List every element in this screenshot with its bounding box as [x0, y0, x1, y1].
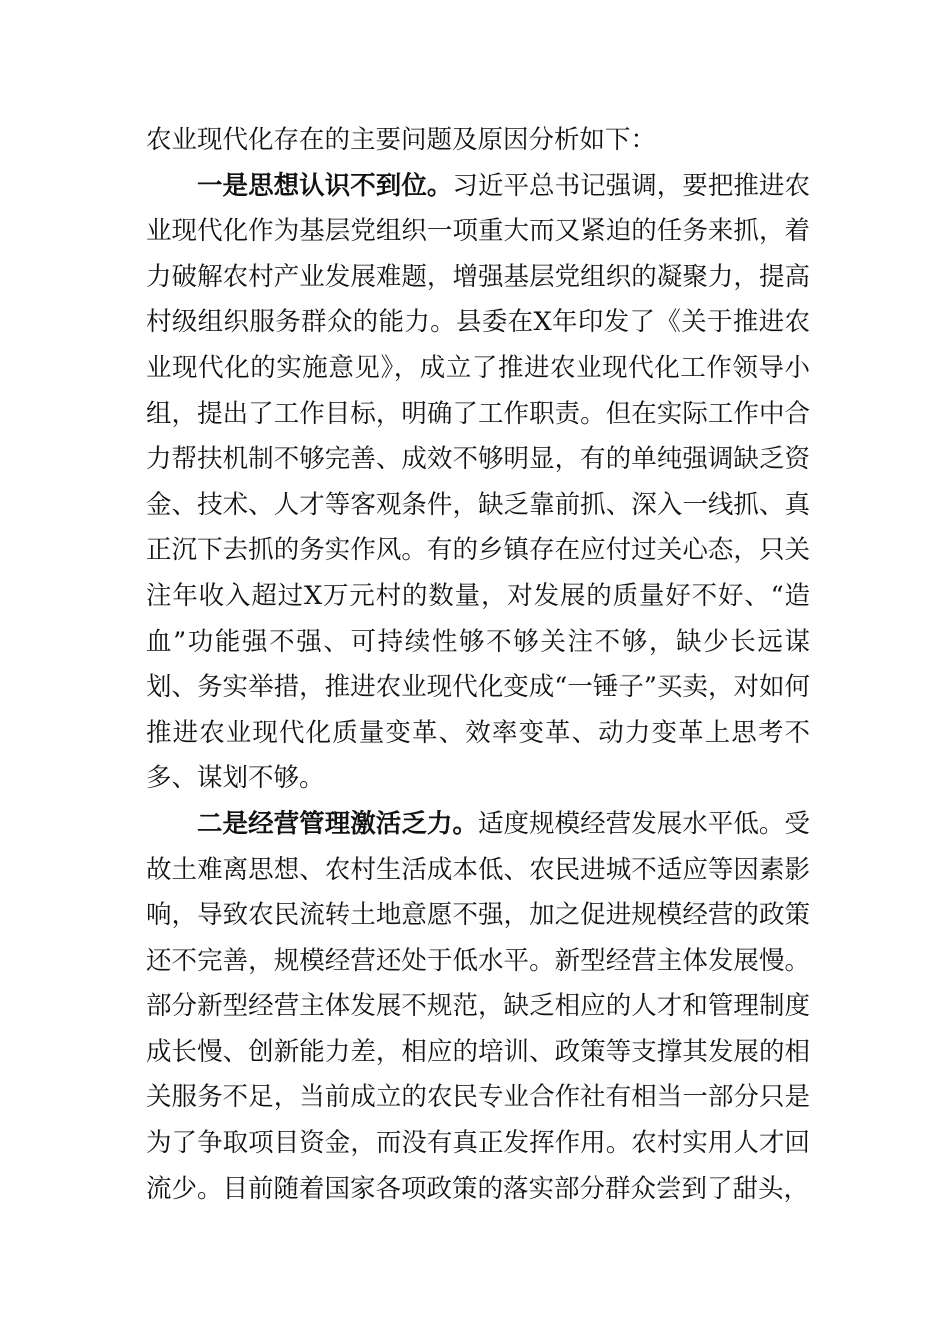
- intro-paragraph: 农业现代化存在的主要问题及原因分析如下：: [146, 125, 657, 155]
- section-heading-1: 一是思想认识不到位。: [197, 170, 453, 201]
- section-paragraph-2: [146, 802, 810, 1212]
- section-body-2: 适度规模经营发展水平低。受故土难离思想、农村生活成本低、农民进城不适应等因素影响，导致农民流转土地意愿不强，加之促进规模经营的政策还不完善，规模经营还处于低水平。新型经营主体发展慢。部分新型经营主体发展不规范，缺乏相应的人才和管理制度成长慢、创新能力差，相应的培训、政策等支撑其发展的相关服务不足，当前成立的农民专业合作社有相当一部分只是为了争取项目资金，而没有真正发挥作用。农村实用人才回流少。目前随着国家各项政策的落实部分群众尝到了甜头，: [146, 808, 810, 1204]
- document-body: [146, 118, 810, 1212]
- section-paragraph-1: [146, 164, 810, 802]
- section-body-1: 习近平总书记强调，要把推进农业现代化作为基层党组织一项重大而又紧迫的任务来抓，着力破解农村产业发展难题，增强基层党组织的凝聚力，提高村级组织服务群众的能力。县委在X年印发了《关于推进农业现代化的实施意见》，成立了推进农业现代化工作领导小组，提出了工作目标，明确了工作职责。但在实际工作中合力帮扶机制不够完善、成效不够明显，有的单纯强调缺乏资金、技术、人才等客观条件，缺乏靠前抓、深入一线抓、真正沉下去抓的务实作风。有的乡镇存在应付过关心态，只关注年收入超过X万元村的数量，对发展的质量好不好、“造血”功能强不强、可持续性够不够关注不够，缺少长远谋划、务实举措，推进农业现代化变成“一锤子”买卖，对如何推进农业现代化质量变革、效率变革、动力变革上思考不多、谋划不够。: [146, 170, 810, 794]
- section-heading-2: 二是经营管理激活乏力。: [197, 808, 478, 839]
